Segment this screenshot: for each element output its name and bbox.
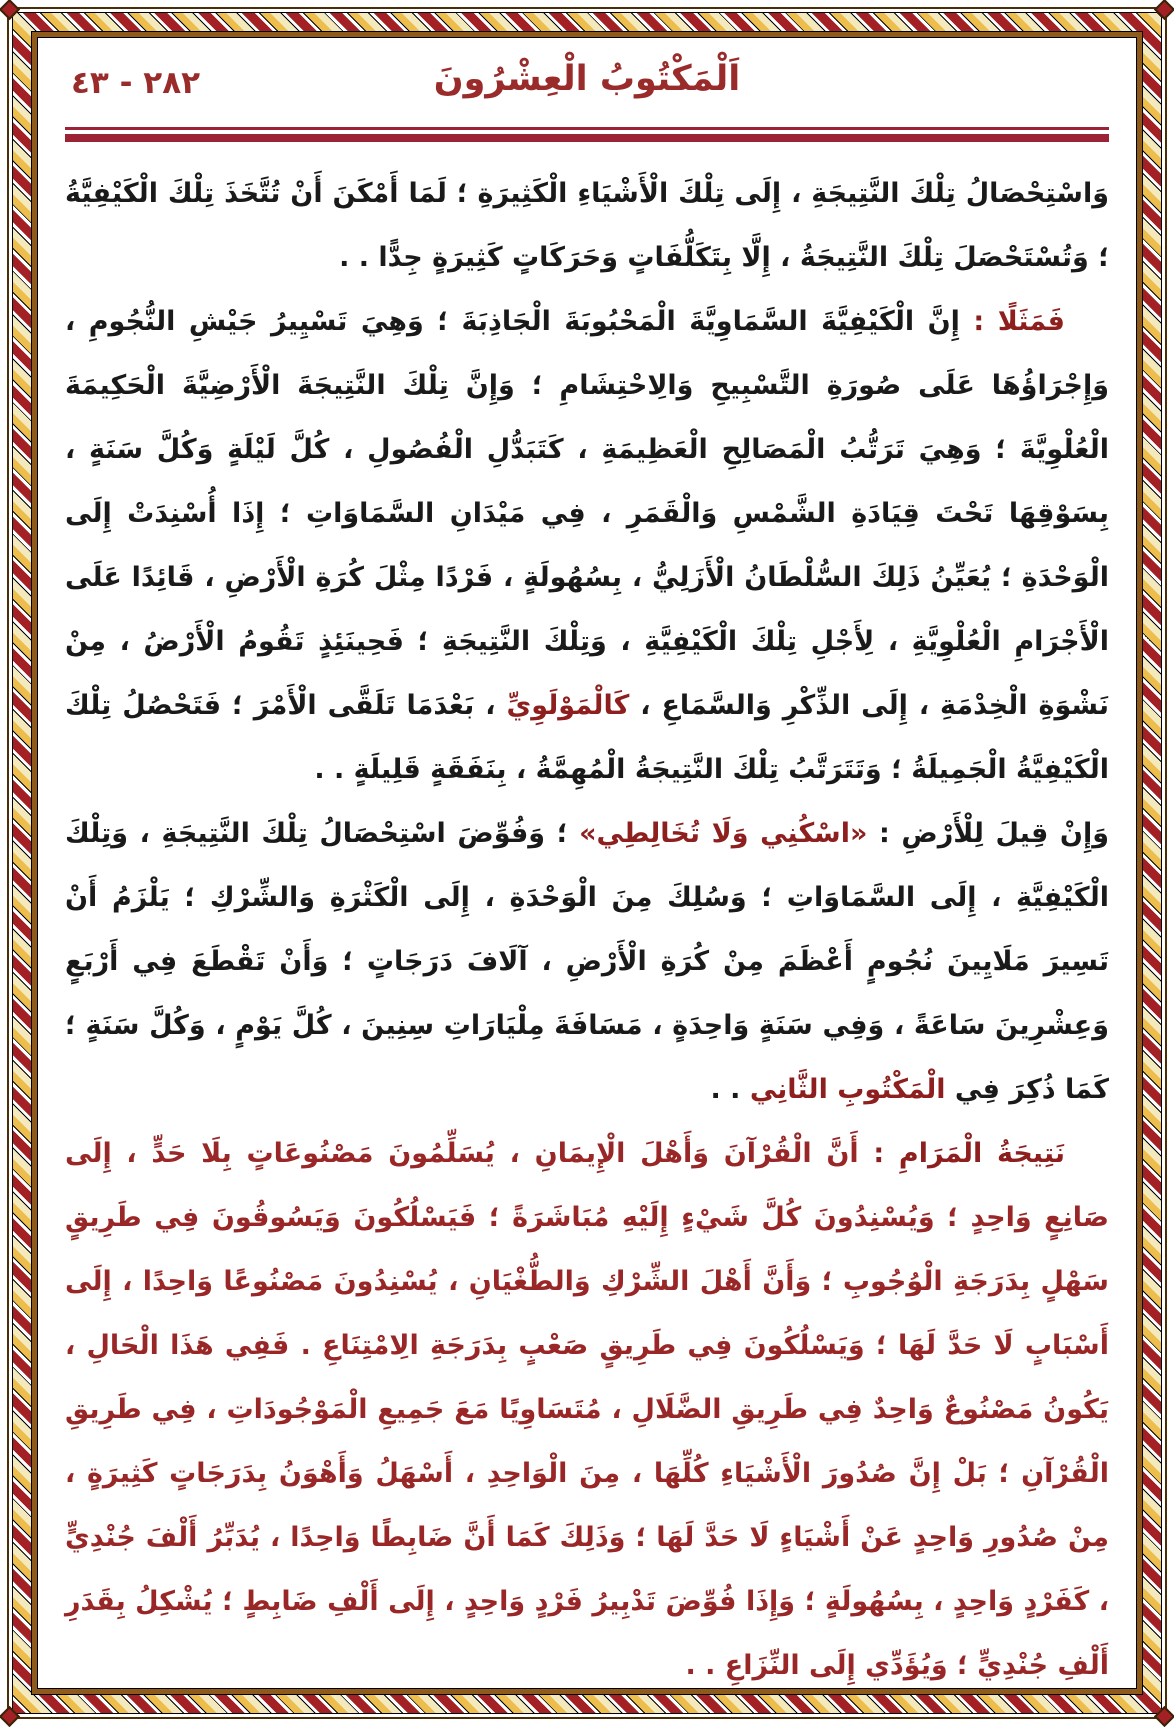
lead-in-example: فَمَثَلًا : bbox=[959, 306, 1065, 337]
paragraph-2-text-a: إِنَّ الْكَيْفِيَّةَ السَّمَاوِيَّةَ الْمَحْبُوبَةَ الْجَاذِبَةَ ؛ وَهِيَ تَسْيِيرُ جَيْشِ النُّجُومِ ، وَإِجْرَاؤُهَا عَلَى صُورَةِ التَّسْبِيحِ وَالِاحْتِشَامِ ؛ وَإِنَّ تِلْكَ النَّتِيجَةَ الْأَرْضِيَّةَ الْحَكِيمَةَ الْعُلْوِيَّةَ ؛ وَهِيَ تَرَتُّبُ الْمَصَالِحِ الْعَظِيمَةِ ، كَتَبَدُّلِ الْفُصُولِ ، كُلَّ لَيْلَةٍ وَكُلَّ سَنَةٍ ، بِسَوْقِهَا تَحْتَ قِيَادَةِ الشَّمْسِ وَالْقَمَرِ ، فِي مَيْدَانِ السَّمَاوَاتِ ؛ إِذَا أُسْنِدَتْ إِلَى الْوَحْدَةِ ؛ يُعَيِّنُ ذَلِكَ السُّلْطَانُ الْأَزَلِيُّ ، بِسُهُولَةٍ ، فَرْدًا مِثْلَ كُرَةِ الْأَرْضِ ، قَائِدًا عَلَى الْأَجْرَامِ الْعُلْوِيَّةِ ، لِأَجْلِ تِلْكَ الْكَيْفِيَّةِ ، وَتِلْكَ النَّتِيجَةِ ؛ فَحِينَئِذٍ تَقُومُ الْأَرْضُ ، مِنْ نَشْوَةِ الْخِدْمَةِ ، إِلَى الذِّكْرِ وَالسَّمَاعِ ، bbox=[65, 306, 1109, 721]
paragraph-3 bbox=[65, 802, 1109, 1122]
paragraph-4 bbox=[65, 1122, 1109, 1694]
paragraph-1 bbox=[65, 162, 1109, 290]
paragraph-3-text-a: وَإِنْ قِيلَ لِلْأَرْضِ : bbox=[867, 818, 1109, 849]
paragraph-3-text-c: . . bbox=[710, 1074, 750, 1105]
paragraph-2 bbox=[65, 290, 1109, 802]
body-text bbox=[65, 162, 1109, 1694]
page-title: اَلْمَكْتُوبُ الْعِشْرُونَ bbox=[433, 59, 741, 99]
page-header bbox=[65, 57, 1109, 121]
paragraph-1-text: وَاسْتِحْصَالُ تِلْكَ النَّتِيجَةِ ، إِلَى تِلْكَ الْأَشْيَاءِ الْكَثِيرَةِ ؛ لَمَا أَمْكَنَ أَنْ تُتَّخَذَ تِلْكَ الْكَيْفِيَّةُ ؛ وَتُسْتَحْصَلَ تِلْكَ النَّتِيجَةُ ، إِلَّا بِتَكَلُّفَاتٍ وَحَرَكَاتٍ كَثِيرَةٍ جِدًّا . . bbox=[65, 178, 1109, 273]
header-double-rule bbox=[65, 127, 1109, 142]
paragraph-2-text-b: ، بَعْدَمَا تَلَقَّى الْأَمْرَ ؛ فَتَحْصُلُ تِلْكَ الْكَيْفِيَّةُ الْجَمِيلَةُ ؛ وَتَتَرَتَّبُ تِلْكَ النَّتِيجَةُ الْمُهِمَّةُ ، بِنَفَقَةٍ قَلِيلَةٍ . . bbox=[65, 690, 1109, 785]
ornamental-chain-border bbox=[12, 12, 1162, 1714]
page-content-area bbox=[32, 32, 1142, 1694]
paragraph-4-text: أَنَّ الْقُرْآنَ وَأَهْلَ الْإِيمَانِ ، يُسَلِّمُونَ مَصْنُوعَاتٍ بِلَا حَدٍّ ، إِلَى صَانِعٍ وَاحِدٍ ؛ وَيُسْنِدُونَ كُلَّ شَيْءٍ إِلَيْهِ مُبَاشَرَةً ؛ فَيَسْلُكُونَ وَيَسُوقُونَ فِي طَرِيقٍ سَهْلٍ بِدَرَجَةِ الْوُجُوبِ ؛ وَأَنَّ أَهْلَ الشِّرْكِ وَالطُّغْيَانِ ، يُسْنِدُونَ مَصْنُوعًا وَاحِدًا ، إِلَى أَسْبَابٍ لَا حَدَّ لَهَا ؛ وَيَسْلُكُونَ فِي طَرِيقٍ صَعْبٍ بِدَرَجَةِ الِامْتِنَاعِ . فَفِي هَذَا الْحَالِ ، يَكُونُ مَصْنُوعٌ وَاحِدٌ فِي طَرِيقِ الضَّلَالِ ، مُتَسَاوِيًا مَعَ جَمِيعِ الْمَوْجُودَاتِ ، فِي طَرِيقِ الْقُرْآنِ ؛ بَلْ إِنَّ صُدُورَ الْأَشْيَاءِ كُلِّهَا ، مِنَ الْوَاحِدِ ، أَسْهَلُ وَأَهْوَنُ بِدَرَجَاتٍ كَثِيرَةٍ ، مِنْ صُدُورِ وَاحِدٍ عَنْ أَشْيَاءٍ لَا حَدَّ لَهَا ؛ وَذَلِكَ كَمَا أَنَّ ضَابِطًا وَاحِدًا ، يُدَبِّرُ أَلْفَ جُنْدِيٍّ ، كَفَرْدٍ وَاحِدٍ ، بِسُهُولَةٍ ؛ وَإِذَا فُوِّضَ تَدْبِيرُ فَرْدٍ وَاحِدٍ ، إِلَى أَلْفِ ضَابِطٍ ؛ يُشْكِلُ بِقَدَرِ أَلْفِ جُنْدِيٍّ ؛ وَيُؤَدِّي إِلَى النِّزَاعِ . . bbox=[65, 1138, 1109, 1681]
reference-second-letter: الْمَكْتُوبِ الثَّانِي bbox=[749, 1074, 946, 1105]
page-number: ٢٨٢ - ٤٣ bbox=[71, 65, 201, 101]
lead-in-conclusion: نَتِيجَةُ الْمَرَامِ : bbox=[858, 1138, 1065, 1169]
emphasis-mawlawi: كَالْمَوْلَوِيِّ bbox=[506, 690, 630, 721]
quoted-command: «اسْكُنِي وَلَا تُخَالِطِي» bbox=[579, 818, 868, 849]
page-frame-outer bbox=[7, 7, 1167, 1719]
paragraph-3-text-b: ؛ وَفُوِّضَ اسْتِحْصَالُ تِلْكَ النَّتِيجَةِ ، وَتِلْكَ الْكَيْفِيَّةِ ، إِلَى السَّمَاوَاتِ ؛ وَسُلِكَ مِنَ الْوَحْدَةِ ، إِلَى الْكَثْرَةِ وَالشِّرْكِ ؛ يَلْزَمُ أَنْ تَسِيرَ مَلَايِينَ نُجُومٍ أَعْظَمَ مِنْ كُرَةِ الْأَرْضِ ، آلَافَ دَرَجَاتٍ ؛ وَأَنْ تَقْطَعَ فِي أَرْبَعٍ وَعِشْرِينَ سَاعَةً ، وَفِي سَنَةٍ وَاحِدَةٍ ، مَسَافَةَ مِلْيَارَاتِ سِنِينَ ، كُلَّ يَوْمٍ ، وَكُلَّ سَنَةٍ ؛ كَمَا ذُكِرَ فِي bbox=[65, 818, 1109, 1105]
